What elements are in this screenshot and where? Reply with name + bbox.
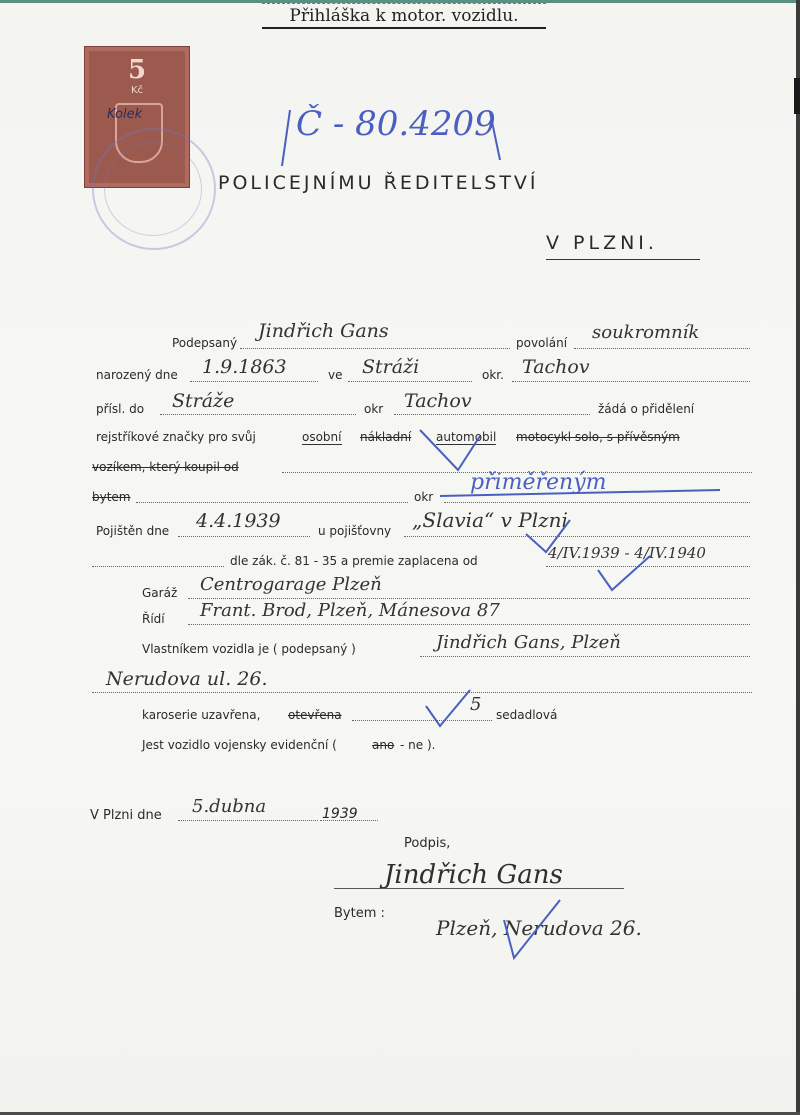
label-address: Bytem : <box>334 906 385 921</box>
label-driver: Řídí <box>142 612 165 626</box>
premium-period: 4/IV.1939 - 4/IV.1940 <box>548 544 706 562</box>
pencil-stroke <box>490 112 500 160</box>
pencil-stroke <box>282 110 290 166</box>
label-residence: bytem <box>92 490 131 504</box>
label-insurer: u pojišťovny <box>318 524 392 538</box>
label-signature: Podpis, <box>404 836 451 851</box>
label-district: okr. <box>482 368 504 382</box>
label-registration: rejstříkové značky pro svůj <box>96 430 256 444</box>
option-personal: osobní <box>302 430 342 444</box>
label-open-body: otevřena <box>288 708 342 722</box>
label-place-date: V Plzni dne <box>90 808 162 823</box>
label-closed-body: karoserie uzavřena, <box>142 708 261 722</box>
sign-year: 1939 <box>322 806 358 822</box>
option-truck: nákladní <box>360 430 412 444</box>
check-mark-icon <box>504 900 560 958</box>
birth-district: Tachov <box>522 356 590 378</box>
signature: Jindřich Gans <box>384 860 563 890</box>
file-number-annotation: Č - 80.4209 <box>296 104 496 144</box>
garage-value: Centrogarage Plzeň <box>200 574 382 595</box>
label-born: narozený dne <box>96 368 178 382</box>
label-seats: sedadlová <box>496 708 558 722</box>
label-domicile: přísl. do <box>96 402 145 416</box>
seat-count: 5 <box>470 694 482 715</box>
stamp-value: 5 <box>127 55 147 85</box>
applicant-name: Jindřich Gans <box>258 320 389 342</box>
option-yes: ano <box>372 738 395 752</box>
blue-annotation: přiměřeným <box>470 470 607 495</box>
label-garage: Garáž <box>142 586 178 600</box>
domicile-district: Tachov <box>404 390 472 412</box>
label-signed: Podepsaný <box>172 336 238 350</box>
signer-address: Plzeň, Nerudova 26. <box>436 916 642 940</box>
domicile-place: Stráže <box>172 390 235 412</box>
label-no: - ne ). <box>400 738 436 752</box>
label-insured: Pojištěn dne <box>96 524 170 538</box>
option-automobile: automobil <box>436 430 497 444</box>
birth-place: Stráži <box>362 356 420 378</box>
insured-date: 4.4.1939 <box>196 510 281 532</box>
stamp-unit: Kč <box>130 85 144 96</box>
insurance-company: „Slavia“ v Plzni <box>412 508 568 532</box>
label-military: Jest vozidlo vojensky evidenční ( <box>142 738 337 752</box>
label-premium: dle zák. č. 81 - 35 a premie zaplacena od <box>230 554 478 568</box>
addressee-line2: V PLZNI. <box>546 232 658 254</box>
addressee-line1: POLICEJNÍMU ŘEDITELSTVÍ <box>218 172 539 194</box>
sign-date: 5.dubna <box>192 796 267 817</box>
document-title: Přihláška k motor. vozidlu. <box>262 6 546 29</box>
label-requests: žádá o přidělení <box>598 402 695 416</box>
stamp-label: Kolek <box>107 107 143 122</box>
owner-address: Nerudova ul. 26. <box>106 668 268 690</box>
check-mark-icon <box>426 690 470 726</box>
check-mark-icon <box>420 430 480 470</box>
label-district2: okr <box>364 402 384 416</box>
label-district3: okr <box>414 490 434 504</box>
check-mark-icon <box>598 556 650 590</box>
option-motorcycle: motocykl solo, s přívěsným <box>516 430 680 444</box>
check-mark-icon <box>526 520 570 552</box>
driver-value: Frant. Brod, Plzeň, Mánesova 87 <box>200 600 500 621</box>
label-occupation: povolání <box>516 336 568 350</box>
label-in: ve <box>328 368 343 382</box>
occupation-value: soukromník <box>592 322 700 343</box>
birth-date: 1.9.1863 <box>202 356 287 378</box>
owner-value: Jindřich Gans, Plzeň <box>436 632 621 653</box>
label-owner: Vlastníkem vozidla je ( podepsaný ) <box>142 642 356 656</box>
label-bought-from: vozíkem, který koupil od <box>92 460 239 474</box>
pencil-stroke <box>440 490 720 496</box>
